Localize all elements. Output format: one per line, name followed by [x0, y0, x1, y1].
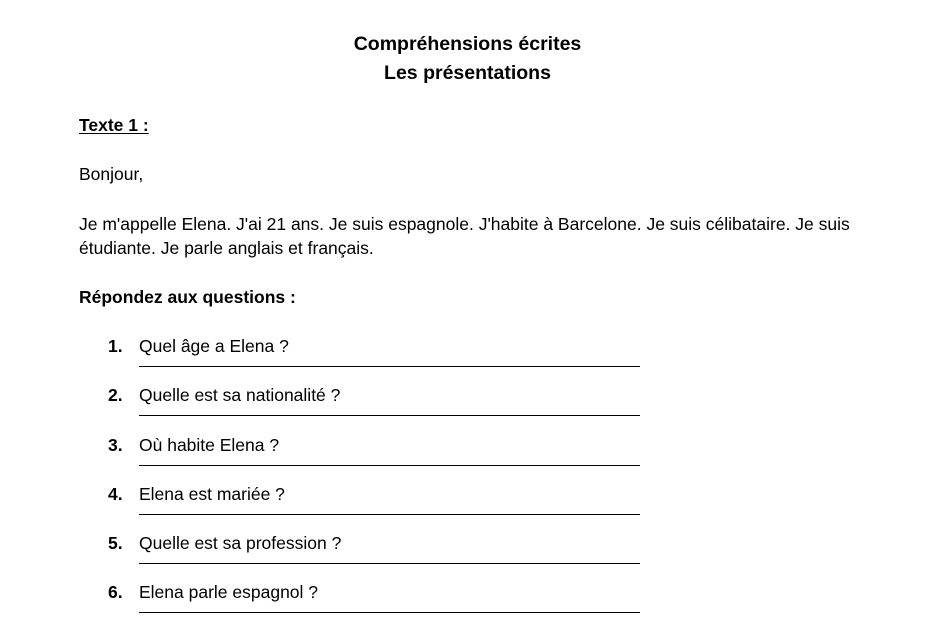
question-item-3 [108, 434, 668, 482]
answer-line[interactable] [139, 514, 640, 515]
answer-line[interactable] [139, 563, 640, 564]
text-greeting: Bonjour, [79, 164, 144, 184]
question-item-1 [108, 335, 668, 383]
question-text: Quelle est sa profession ? [139, 533, 342, 553]
question-text: Elena parle espagnol ? [139, 582, 319, 602]
question-item-2 [108, 384, 668, 432]
question-item-6 [108, 581, 668, 629]
question-number: 3. [108, 435, 123, 455]
question-item-5 [108, 532, 668, 580]
answer-line[interactable] [139, 415, 640, 416]
question-number: 5. [108, 533, 123, 553]
question-text: Quelle est sa nationalité ? [139, 385, 341, 405]
question-text: Elena est mariée ? [139, 484, 285, 504]
page-title: Compréhensions écrites [353, 33, 582, 55]
text-paragraph: Je m'appelle Elena. J'ai 21 ans. Je suis espagnole. J'habite à Barcelone. Je suis célibataire. Je suis étudiante. Je parle anglais et français. [79, 214, 850, 258]
question-number: 6. [108, 582, 123, 602]
answer-line[interactable] [139, 366, 640, 367]
questions-instructions: Répondez aux questions : [79, 287, 296, 307]
question-number: 4. [108, 484, 123, 504]
answer-line[interactable] [139, 612, 640, 613]
question-text: Quel âge a Elena ? [139, 336, 289, 356]
page-subtitle: Les présentations [384, 62, 551, 84]
answer-line[interactable] [139, 465, 640, 466]
question-number: 2. [108, 385, 123, 405]
question-item-4 [108, 483, 668, 531]
question-text: Où habite Elena ? [139, 435, 280, 455]
question-number: 1. [108, 336, 123, 356]
text-heading: Texte 1 : [79, 115, 149, 135]
